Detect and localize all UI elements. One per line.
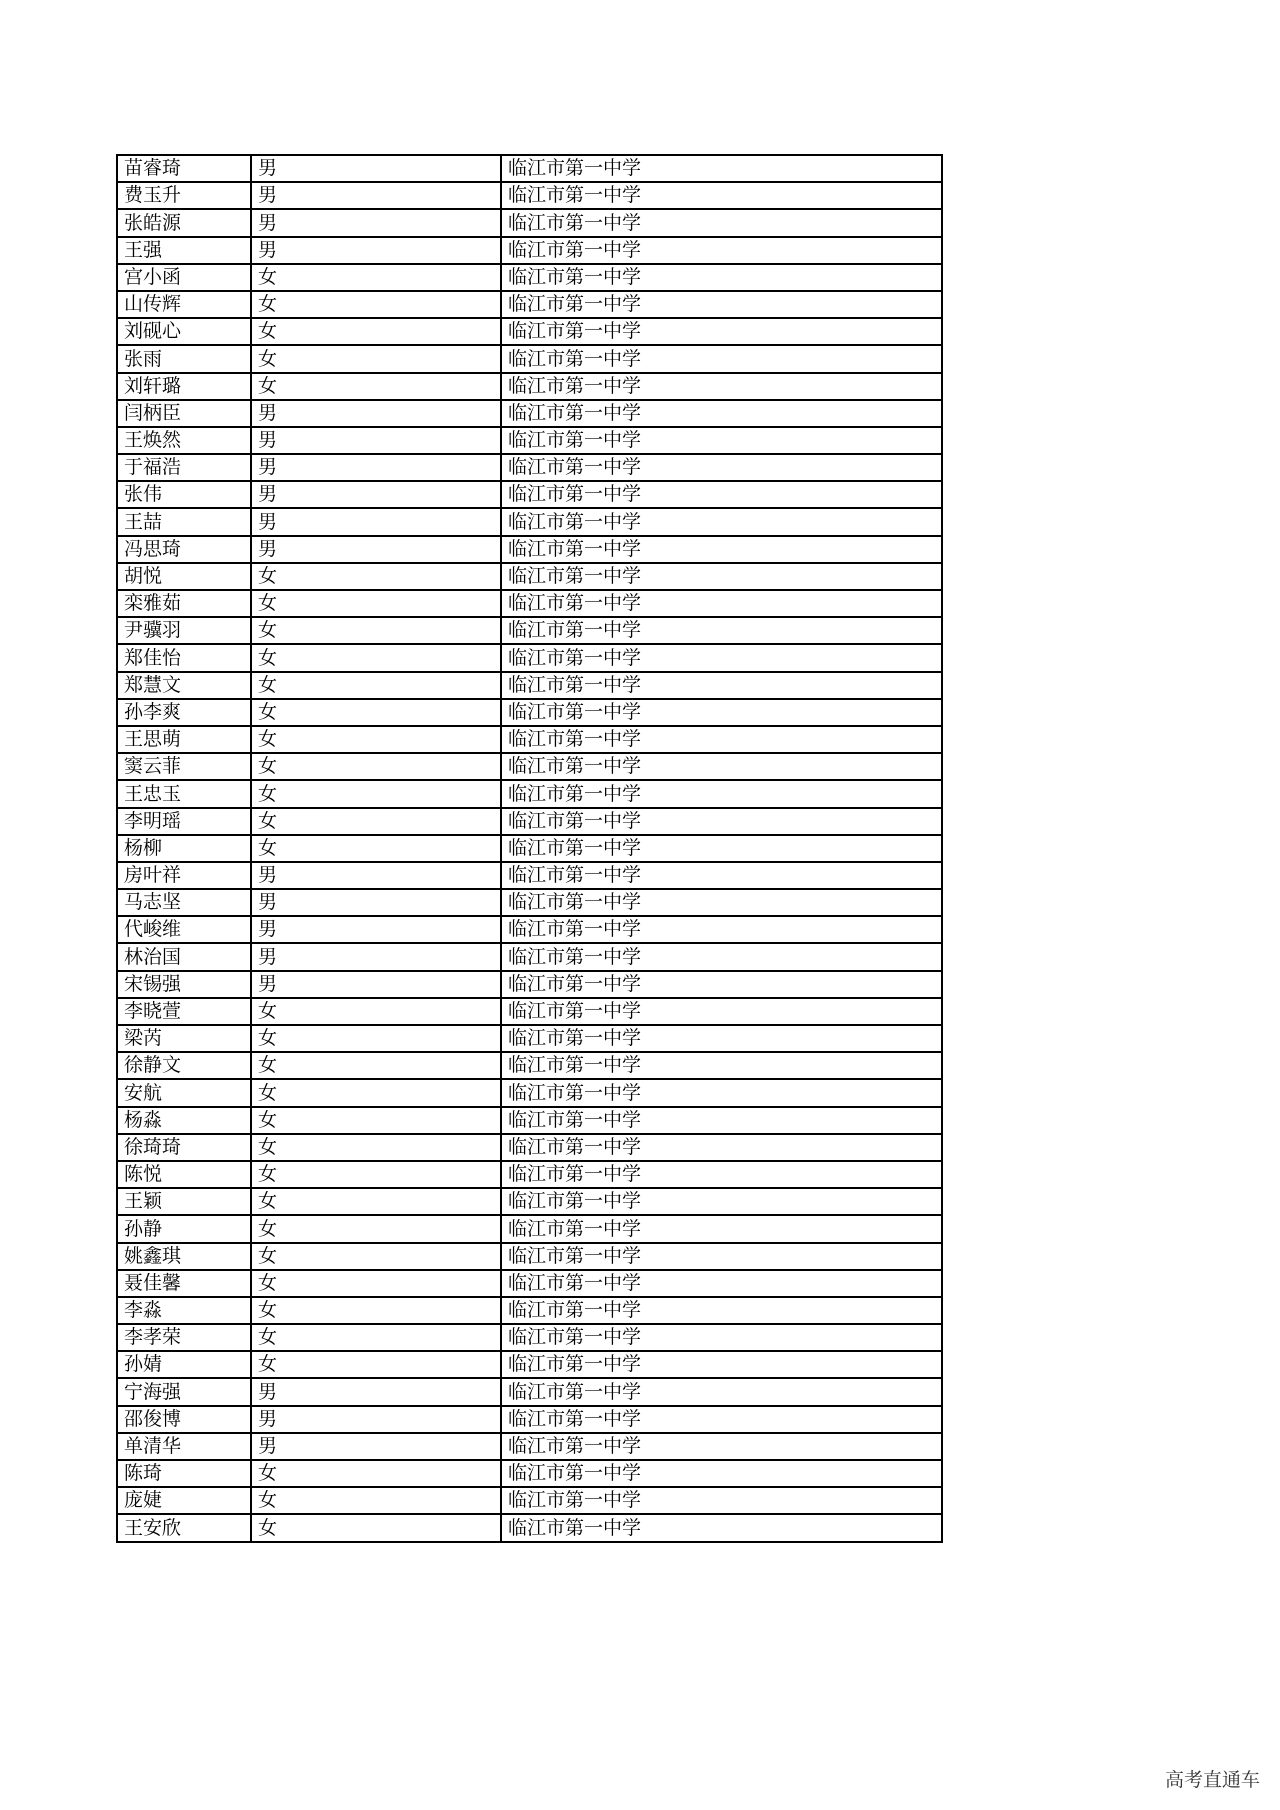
student-name-cell: 孙婧 [117, 1351, 251, 1378]
table-row [117, 400, 942, 427]
gender-cell: 女 [251, 1025, 501, 1052]
gender-cell: 女 [251, 998, 501, 1025]
school-cell: 临江市第一中学 [501, 345, 942, 372]
student-name-cell: 刘砚心 [117, 318, 251, 345]
table-row [117, 889, 942, 916]
gender-cell: 男 [251, 209, 501, 236]
table-row [117, 427, 942, 454]
gender-cell: 男 [251, 536, 501, 563]
school-cell: 临江市第一中学 [501, 971, 942, 998]
gender-cell: 女 [251, 726, 501, 753]
student-name-cell: 聂佳馨 [117, 1270, 251, 1297]
student-name-cell: 徐琦琦 [117, 1134, 251, 1161]
table-row [117, 291, 942, 318]
school-cell: 临江市第一中学 [501, 182, 942, 209]
gender-cell: 女 [251, 373, 501, 400]
table-row [117, 536, 942, 563]
student-name-cell: 王喆 [117, 508, 251, 535]
table-row [117, 1324, 942, 1351]
table-row [117, 1514, 942, 1541]
school-cell: 临江市第一中学 [501, 1297, 942, 1324]
school-cell: 临江市第一中学 [501, 753, 942, 780]
school-cell: 临江市第一中学 [501, 862, 942, 889]
student-name-cell: 李孝荣 [117, 1324, 251, 1351]
student-name-cell: 王焕然 [117, 427, 251, 454]
school-cell: 临江市第一中学 [501, 1378, 942, 1405]
school-cell: 临江市第一中学 [501, 1134, 942, 1161]
student-name-cell: 庞婕 [117, 1487, 251, 1514]
student-name-cell: 李晓萱 [117, 998, 251, 1025]
gender-cell: 女 [251, 617, 501, 644]
school-cell: 临江市第一中学 [501, 617, 942, 644]
table-row [117, 644, 942, 671]
gender-cell: 女 [251, 1324, 501, 1351]
student-name-cell: 郑慧文 [117, 672, 251, 699]
table-row [117, 617, 942, 644]
school-cell: 临江市第一中学 [501, 1215, 942, 1242]
table-row [117, 454, 942, 481]
gender-cell: 男 [251, 155, 501, 182]
gender-cell: 男 [251, 427, 501, 454]
student-name-cell: 刘轩璐 [117, 373, 251, 400]
school-cell: 临江市第一中学 [501, 808, 942, 835]
school-cell: 临江市第一中学 [501, 1433, 942, 1460]
student-name-cell: 王思萌 [117, 726, 251, 753]
student-name-cell: 闫柄臣 [117, 400, 251, 427]
gender-cell: 女 [251, 835, 501, 862]
table-row [117, 753, 942, 780]
gender-cell: 女 [251, 1514, 501, 1541]
school-cell: 临江市第一中学 [501, 155, 942, 182]
table-row [117, 1107, 942, 1134]
table-row [117, 1487, 942, 1514]
school-cell: 临江市第一中学 [501, 1351, 942, 1378]
table-row [117, 1270, 942, 1297]
gender-cell: 男 [251, 943, 501, 970]
table-row [117, 1079, 942, 1106]
table-row [117, 318, 942, 345]
gender-cell: 女 [251, 563, 501, 590]
school-cell: 临江市第一中学 [501, 644, 942, 671]
student-name-cell: 窦云菲 [117, 753, 251, 780]
school-cell: 临江市第一中学 [501, 835, 942, 862]
table-row [117, 1215, 942, 1242]
student-name-cell: 李明瑶 [117, 808, 251, 835]
student-name-cell: 房叶祥 [117, 862, 251, 889]
student-name-cell: 杨柳 [117, 835, 251, 862]
watermark-text: 高考直通车 [1164, 1769, 1260, 1791]
student-name-cell: 宁海强 [117, 1378, 251, 1405]
table-row [117, 1134, 942, 1161]
school-cell: 临江市第一中学 [501, 1324, 942, 1351]
gender-cell: 女 [251, 1487, 501, 1514]
student-table [116, 154, 943, 1543]
school-cell: 临江市第一中学 [501, 427, 942, 454]
school-cell: 临江市第一中学 [501, 1243, 942, 1270]
student-name-cell: 林治国 [117, 943, 251, 970]
school-cell: 临江市第一中学 [501, 699, 942, 726]
gender-cell: 女 [251, 1351, 501, 1378]
student-name-cell: 宋锡强 [117, 971, 251, 998]
school-cell: 临江市第一中学 [501, 508, 942, 535]
student-name-cell: 王安欣 [117, 1514, 251, 1541]
school-cell: 临江市第一中学 [501, 1188, 942, 1215]
student-name-cell: 王颖 [117, 1188, 251, 1215]
school-cell: 临江市第一中学 [501, 590, 942, 617]
student-name-cell: 于福浩 [117, 454, 251, 481]
table-row [117, 1025, 942, 1052]
gender-cell: 男 [251, 237, 501, 264]
student-name-cell: 孙李爽 [117, 699, 251, 726]
school-cell: 临江市第一中学 [501, 1514, 942, 1541]
student-name-cell: 徐静文 [117, 1052, 251, 1079]
table-row [117, 563, 942, 590]
gender-cell: 男 [251, 182, 501, 209]
school-cell: 临江市第一中学 [501, 1107, 942, 1134]
table-row [117, 1351, 942, 1378]
school-cell: 临江市第一中学 [501, 264, 942, 291]
gender-cell: 女 [251, 1243, 501, 1270]
table-row [117, 1188, 942, 1215]
table-row [117, 1052, 942, 1079]
table-row [117, 780, 942, 807]
student-name-cell: 李淼 [117, 1297, 251, 1324]
gender-cell: 女 [251, 1079, 501, 1106]
table-row [117, 237, 942, 264]
gender-cell: 女 [251, 644, 501, 671]
gender-cell: 男 [251, 454, 501, 481]
gender-cell: 女 [251, 345, 501, 372]
school-cell: 临江市第一中学 [501, 209, 942, 236]
school-cell: 临江市第一中学 [501, 563, 942, 590]
school-cell: 临江市第一中学 [501, 1079, 942, 1106]
table-row [117, 1406, 942, 1433]
table-row [117, 1161, 942, 1188]
student-name-cell: 王强 [117, 237, 251, 264]
gender-cell: 女 [251, 1107, 501, 1134]
school-cell: 临江市第一中学 [501, 481, 942, 508]
school-cell: 临江市第一中学 [501, 318, 942, 345]
table-row [117, 590, 942, 617]
school-cell: 临江市第一中学 [501, 291, 942, 318]
school-cell: 临江市第一中学 [501, 1270, 942, 1297]
gender-cell: 男 [251, 862, 501, 889]
student-name-cell: 张皓源 [117, 209, 251, 236]
student-name-cell: 代峻维 [117, 916, 251, 943]
gender-cell: 男 [251, 508, 501, 535]
school-cell: 临江市第一中学 [501, 943, 942, 970]
gender-cell: 男 [251, 916, 501, 943]
school-cell: 临江市第一中学 [501, 889, 942, 916]
school-cell: 临江市第一中学 [501, 998, 942, 1025]
gender-cell: 女 [251, 1134, 501, 1161]
school-cell: 临江市第一中学 [501, 780, 942, 807]
gender-cell: 男 [251, 1433, 501, 1460]
student-name-cell: 宫小函 [117, 264, 251, 291]
table-row [117, 971, 942, 998]
school-cell: 临江市第一中学 [501, 1460, 942, 1487]
table-row [117, 182, 942, 209]
student-name-cell: 郑佳怡 [117, 644, 251, 671]
table-row [117, 672, 942, 699]
student-name-cell: 尹骥羽 [117, 617, 251, 644]
student-name-cell: 王忠玉 [117, 780, 251, 807]
table-row [117, 373, 942, 400]
gender-cell: 女 [251, 780, 501, 807]
gender-cell: 女 [251, 1188, 501, 1215]
gender-cell: 女 [251, 753, 501, 780]
table-row [117, 835, 942, 862]
student-name-cell: 邵俊博 [117, 1406, 251, 1433]
gender-cell: 女 [251, 1161, 501, 1188]
school-cell: 临江市第一中学 [501, 454, 942, 481]
gender-cell: 女 [251, 672, 501, 699]
table-row [117, 508, 942, 535]
student-table-body [117, 155, 942, 1542]
gender-cell: 男 [251, 481, 501, 508]
table-row [117, 916, 942, 943]
gender-cell: 女 [251, 264, 501, 291]
school-cell: 临江市第一中学 [501, 726, 942, 753]
school-cell: 临江市第一中学 [501, 1161, 942, 1188]
student-name-cell: 杨淼 [117, 1107, 251, 1134]
gender-cell: 女 [251, 1215, 501, 1242]
table-row [117, 1297, 942, 1324]
student-name-cell: 孙静 [117, 1215, 251, 1242]
student-name-cell: 张雨 [117, 345, 251, 372]
gender-cell: 男 [251, 400, 501, 427]
table-row [117, 1433, 942, 1460]
gender-cell: 女 [251, 699, 501, 726]
gender-cell: 女 [251, 1270, 501, 1297]
school-cell: 临江市第一中学 [501, 237, 942, 264]
table-row [117, 862, 942, 889]
gender-cell: 女 [251, 1460, 501, 1487]
gender-cell: 男 [251, 1406, 501, 1433]
gender-cell: 女 [251, 808, 501, 835]
gender-cell: 男 [251, 1378, 501, 1405]
school-cell: 临江市第一中学 [501, 1406, 942, 1433]
table-row [117, 726, 942, 753]
student-name-cell: 冯思琦 [117, 536, 251, 563]
student-name-cell: 陈悦 [117, 1161, 251, 1188]
school-cell: 临江市第一中学 [501, 1487, 942, 1514]
table-row [117, 481, 942, 508]
student-name-cell: 苗睿琦 [117, 155, 251, 182]
student-name-cell: 费玉升 [117, 182, 251, 209]
school-cell: 临江市第一中学 [501, 916, 942, 943]
student-name-cell: 梁芮 [117, 1025, 251, 1052]
gender-cell: 女 [251, 1297, 501, 1324]
student-name-cell: 山传辉 [117, 291, 251, 318]
student-name-cell: 马志坚 [117, 889, 251, 916]
table-row [117, 1243, 942, 1270]
school-cell: 临江市第一中学 [501, 536, 942, 563]
gender-cell: 男 [251, 971, 501, 998]
student-name-cell: 栾雅茹 [117, 590, 251, 617]
table-row [117, 155, 942, 182]
table-row [117, 998, 942, 1025]
gender-cell: 女 [251, 318, 501, 345]
gender-cell: 女 [251, 590, 501, 617]
table-row [117, 345, 942, 372]
table-row [117, 209, 942, 236]
student-name-cell: 单清华 [117, 1433, 251, 1460]
table-row [117, 1460, 942, 1487]
student-name-cell: 安航 [117, 1079, 251, 1106]
table-row [117, 943, 942, 970]
gender-cell: 女 [251, 1052, 501, 1079]
gender-cell: 女 [251, 291, 501, 318]
student-name-cell: 胡悦 [117, 563, 251, 590]
school-cell: 临江市第一中学 [501, 1025, 942, 1052]
table-row [117, 1378, 942, 1405]
table-row [117, 699, 942, 726]
school-cell: 临江市第一中学 [501, 1052, 942, 1079]
student-name-cell: 姚鑫琪 [117, 1243, 251, 1270]
student-name-cell: 张伟 [117, 481, 251, 508]
student-name-cell: 陈琦 [117, 1460, 251, 1487]
school-cell: 临江市第一中学 [501, 672, 942, 699]
table-row [117, 808, 942, 835]
school-cell: 临江市第一中学 [501, 400, 942, 427]
gender-cell: 男 [251, 889, 501, 916]
table-row [117, 264, 942, 291]
school-cell: 临江市第一中学 [501, 373, 942, 400]
